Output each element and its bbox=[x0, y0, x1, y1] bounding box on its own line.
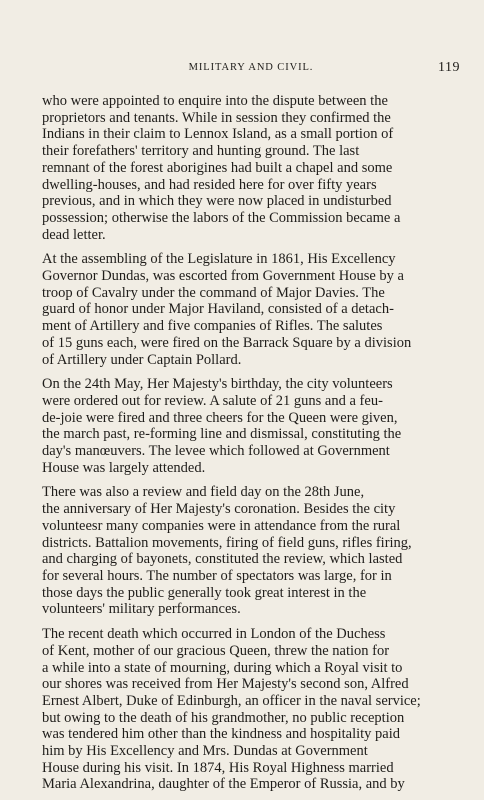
text-line: was tendered him other than the kindness and hospitality paid bbox=[42, 726, 400, 743]
text-line: proprietors and tenants. While in session they confirmed the bbox=[42, 109, 391, 126]
text-line: Governor Dundas, was escorted from Government House by a bbox=[42, 268, 404, 285]
text-line: dead letter. bbox=[42, 226, 106, 243]
text-line: of 15 guns each, were fired on the Barrack Square by a division bbox=[42, 334, 412, 351]
text-line: those days the public generally took great interest in the bbox=[42, 584, 367, 601]
text-line: and charging of bayonets, constituted the review, which lasted bbox=[42, 551, 403, 568]
text-line: for several hours. The number of spectators was large, for in bbox=[42, 567, 392, 584]
text-line: Maria Alexandrina, daughter of the Emperor of Russia, and by bbox=[42, 776, 405, 793]
paragraph-queens-birthday bbox=[42, 376, 458, 476]
text-line: previous, and in which they were now placed in undisturbed bbox=[42, 193, 392, 210]
text-line: day's manœuvers. The levee which followed at Government bbox=[42, 443, 390, 460]
text-line: remnant of the forest aborigines had built a chapel and some bbox=[42, 159, 393, 176]
body-text bbox=[42, 93, 458, 793]
paragraph-coronation-review bbox=[42, 484, 458, 618]
text-line: our shores was received from Her Majesty's second son, Alfred bbox=[42, 676, 409, 693]
text-line: At the assembling of the Legislature in 1861, His Excellency bbox=[42, 251, 396, 268]
text-line: de-joie were fired and three cheers for the Queen were given, bbox=[42, 409, 398, 426]
text-line: guard of honor under Major Haviland, consisted of a detach- bbox=[42, 301, 394, 318]
text-line: who were appointed to enquire into the dispute between the bbox=[42, 93, 388, 109]
text-line: him by His Excellency and Mrs. Dundas at Government bbox=[42, 743, 368, 760]
running-head: MILITARY AND CIVIL. bbox=[188, 62, 314, 73]
text-line: dwelling-houses, and had resided here for over fifty years bbox=[42, 176, 377, 193]
text-line: were ordered out for review. A salute of 21 guns and a feu- bbox=[42, 392, 383, 409]
page-header bbox=[42, 60, 460, 76]
text-line: There was also a review and field day on the 28th June, bbox=[42, 484, 365, 501]
text-line: Indians in their claim to Lennox Island, as a small portion of bbox=[42, 126, 394, 143]
text-line: their forefathers' territory and hunting ground. The last bbox=[42, 143, 360, 160]
text-line: House during his visit. In 1874, His Royal Highness married bbox=[42, 759, 394, 776]
paragraph-duke-of-edinburgh bbox=[42, 626, 458, 793]
paragraph-lennox-island bbox=[42, 93, 458, 243]
text-line: ment of Artillery and five companies of Rifles. The salutes bbox=[42, 318, 383, 335]
text-line: districts. Battalion movements, firing of field guns, rifles firing, bbox=[42, 534, 412, 551]
text-line: volunteers' military performances. bbox=[42, 601, 241, 618]
text-line: volunteesr many companies were in attendance from the rural bbox=[42, 517, 401, 534]
page-number: 119 bbox=[438, 60, 460, 75]
text-line: a while into a state of mourning, during which a Royal visit to bbox=[42, 659, 403, 676]
text-line: the anniversary of Her Majesty's coronation. Besides the city bbox=[42, 501, 396, 518]
text-line: of Artillery under Captain Pollard. bbox=[42, 351, 242, 368]
text-line: On the 24th May, Her Majesty's birthday, the city volunteers bbox=[42, 376, 393, 393]
text-line: House was largely attended. bbox=[42, 459, 206, 476]
text-line: possession; otherwise the labors of the Commission became a bbox=[42, 209, 401, 226]
text-line: the march past, re-forming line and dismissal, constituting the bbox=[42, 426, 402, 443]
text-line: but owing to the death of his grandmother, no public reception bbox=[42, 709, 405, 726]
text-line: troop of Cavalry under the command of Major Davies. The bbox=[42, 284, 385, 301]
text-line: of Kent, mother of our gracious Queen, threw the nation for bbox=[42, 642, 390, 659]
text-line: Ernest Albert, Duke of Edinburgh, an officer in the naval service; bbox=[42, 692, 421, 709]
text-line: The recent death which occurred in London of the Duchess bbox=[42, 626, 386, 643]
paragraph-legislature-1861 bbox=[42, 251, 458, 368]
